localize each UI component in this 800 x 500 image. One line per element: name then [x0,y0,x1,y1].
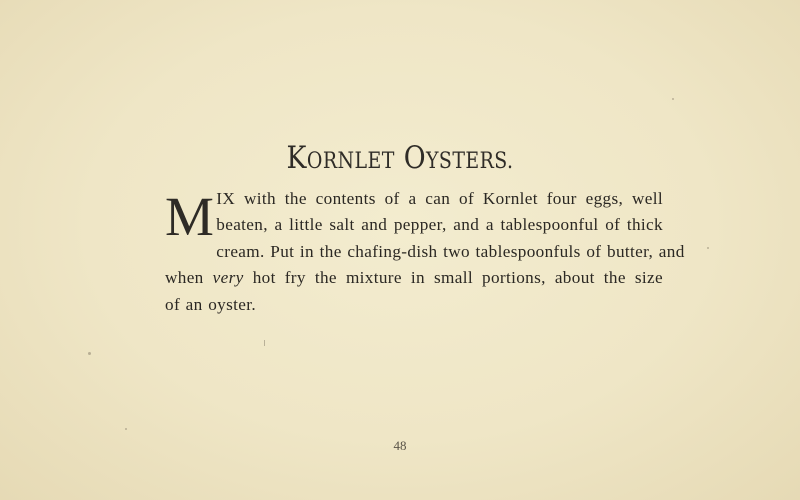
paper-speck [125,428,127,430]
recipe-title: KORNLET OYSTERS. [286,140,514,176]
body-line-4-end: hot fry the mixture in small portions, about the size [243,268,663,288]
body-line-2: beaten, a little salt and pepper, and a tablespoonful of thick [216,215,663,235]
body-line-1: IX with the contents of a can of Kornlet four eggs, well [216,189,663,208]
paper-speck [264,340,265,346]
body-line-3: cream. Put in the chafing-dish two tablespoonfuls of butter, and [216,241,685,261]
paper-speck [672,98,674,100]
body-line-4 [165,265,663,291]
paper-speck [707,247,709,249]
paper-speck [88,352,91,355]
body-line-5: of an oyster. [165,294,257,314]
emphasis-very: very [212,268,244,288]
drop-cap: M [165,186,215,247]
page-number: 48 [393,438,407,453]
recipe-body [165,186,685,318]
body-line-4-start: when [165,268,213,288]
